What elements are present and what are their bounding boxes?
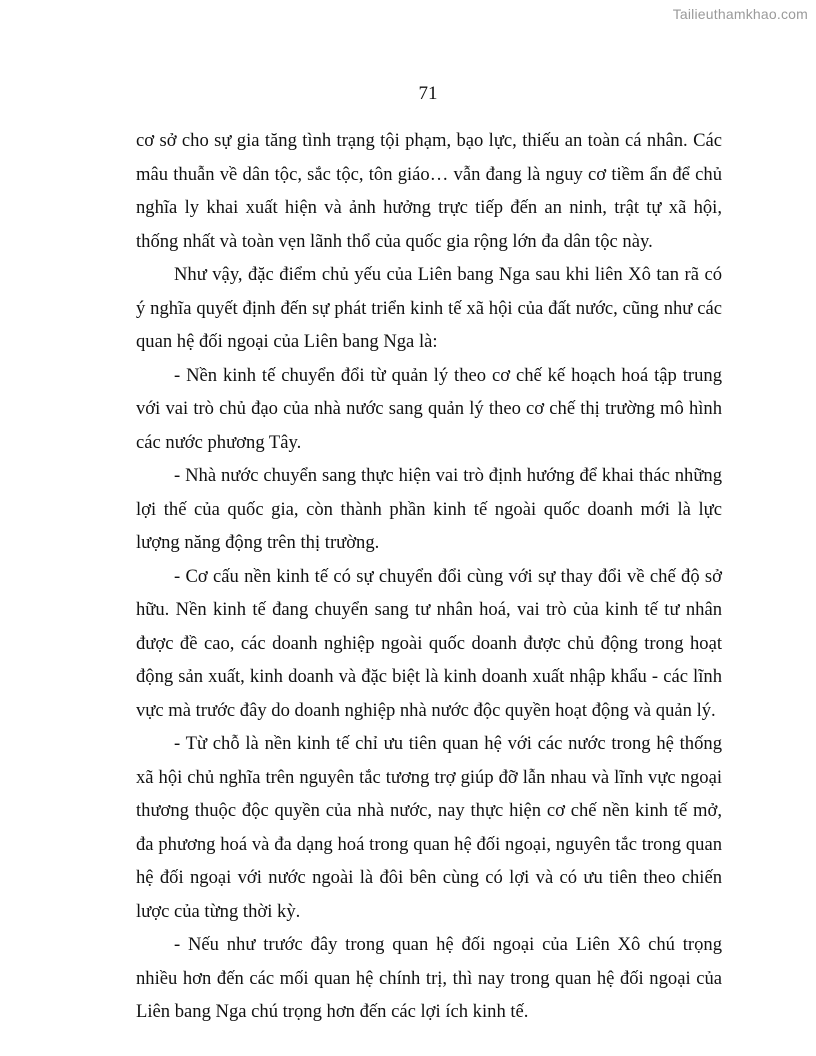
bullet-foreign-relations: - Nếu như trước đây trong quan hệ đối ngoại của Liên Xô chú trọng nhiều hơn đến các mối quan hệ chính trị, thì nay trong quan hệ đối ngoại của Liên bang Nga chú trọng hơn đến các lợi ích kinh tế. bbox=[136, 934, 722, 1022]
paragraph-summary: Như vậy, đặc điểm chủ yếu của Liên bang Nga sau khi liên Xô tan rã có ý nghĩa quyết định đến sự phát triển kinh tế xã hội của đất nước, cũng như các quan hệ đối ngoại của Liên bang Nga là: bbox=[136, 264, 722, 352]
paragraph-continuation: cơ sở cho sự gia tăng tình trạng tội phạm, bạo lực, thiếu an toàn cá nhân. Các mâu thuẫn về dân tộc, sắc tộc, tôn giáo… vẫn đang là nguy cơ tiềm ẩn để chủ nghĩa ly khai xuất hiện và ảnh hưởng trực tiếp đến an ninh, trật tự xã hội, thống nhất và toàn vẹn lãnh thổ của quốc gia rộng lớn đa dân tộc này. bbox=[136, 130, 722, 252]
bullet-economic-structure: - Cơ cấu nền kinh tế có sự chuyển đổi cùng với sự thay đổi về chế độ sở hữu. Nền kinh tế đang chuyển sang tư nhân hoá, vai trò của kinh tế tư nhân được đề cao, các doanh nghiệp ngoài quốc doanh được chủ động trong hoạt động sản xuất, kinh doanh và đặc biệt là kinh doanh xuất nhập khẩu - các lĩnh vực mà trước đây do doanh nghiệp nhà nước độc quyền hoạt động và quản lý. bbox=[136, 565, 722, 721]
document-body bbox=[136, 124, 722, 1029]
bullet-state-role: - Nhà nước chuyển sang thực hiện vai trò định hướng để khai thác những lợi thế của quốc gia, còn thành phần kinh tế ngoài quốc doanh mới là lực lượng năng động trên thị trường. bbox=[136, 465, 722, 553]
bullet-economy-transition: - Nền kinh tế chuyển đổi từ quản lý theo cơ chế kế hoạch hoá tập trung với vai trò chủ đạo của nhà nước sang quản lý theo cơ chế thị trường mô hình các nước phương Tây. bbox=[136, 364, 722, 453]
bullet-open-economy: - Từ chỗ là nền kinh tế chỉ ưu tiên quan hệ với các nước trong hệ thống xã hội chủ nghĩa trên nguyên tắc tương trợ giúp đỡ lẫn nhau và lĩnh vực ngoại thương thuộc độc quyền của nhà nước, nay thực hiện cơ chế nền kinh tế mở, đa phương hoá và đa dạng hoá trong quan hệ đối ngoại, nguyên tắc trong quan hệ đối ngoại với nước ngoài là đôi bên cùng có lợi và có ưu tiên theo chiến lược của từng thời kỳ. bbox=[136, 733, 722, 922]
watermark-text: Tailieuthamkhao.com bbox=[672, 6, 808, 22]
page-number: 71 bbox=[418, 83, 438, 104]
